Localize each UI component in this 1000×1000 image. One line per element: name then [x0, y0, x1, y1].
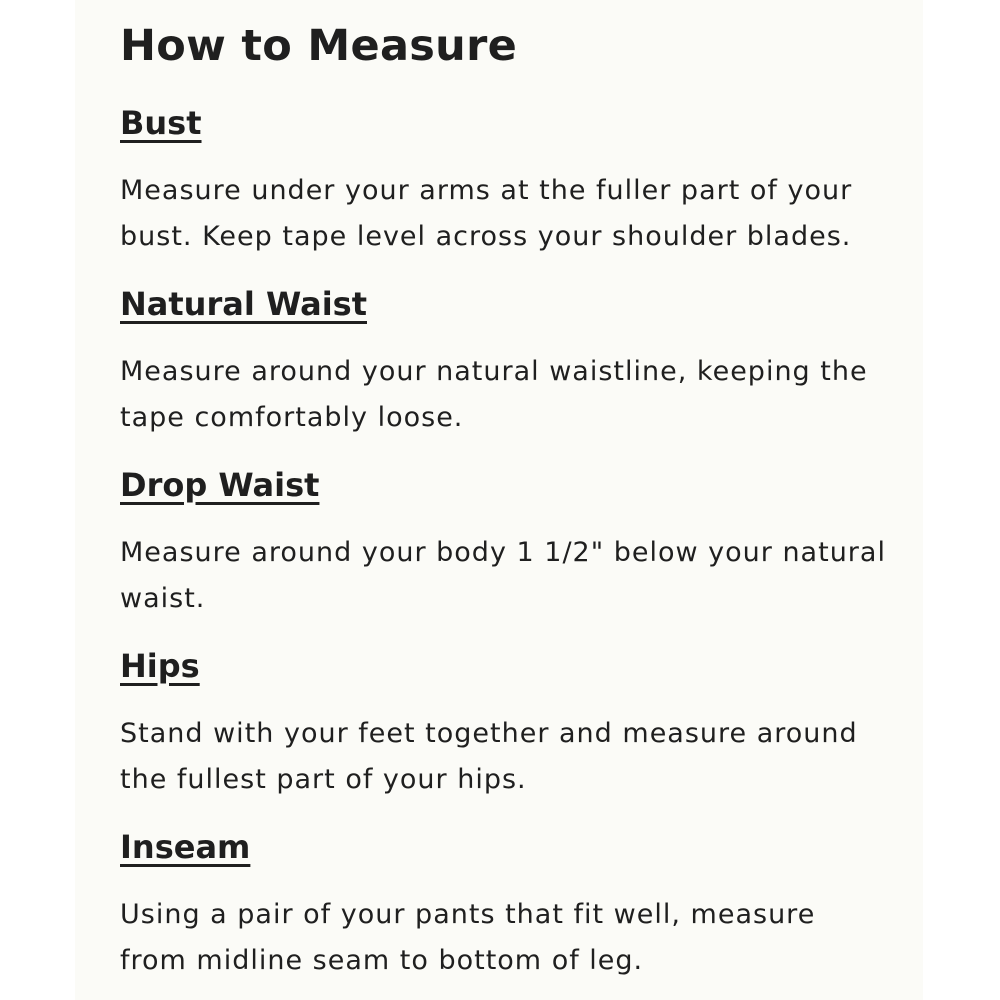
section-heading: Inseam — [120, 828, 251, 866]
section-heading: Natural Waist — [120, 285, 367, 323]
section-body: Measure around your natural waistline, keeping the tape comfortably loose. — [120, 356, 868, 433]
section-heading: Drop Waist — [120, 466, 320, 504]
section-heading: Bust — [120, 104, 202, 142]
page-title: How to Measure — [120, 21, 518, 71]
section-body: Using a pair of your pants that fit well, measure from midline seam to bottom of leg. — [120, 899, 816, 976]
section-inseam — [120, 826, 900, 984]
section-hips — [120, 645, 900, 803]
section-body: Measure under your arms at the fuller part of your bust. Keep tape level across your shoulder blades. — [120, 175, 853, 252]
section-body: Measure around your body 1 1/2" below your natural waist. — [120, 537, 886, 614]
section-body: Stand with your feet together and measure around the fullest part of your hips. — [120, 718, 858, 795]
section-natural-waist — [120, 283, 900, 441]
section-bust — [120, 102, 900, 260]
section-drop-waist — [120, 464, 900, 622]
section-heading: Hips — [120, 647, 200, 685]
